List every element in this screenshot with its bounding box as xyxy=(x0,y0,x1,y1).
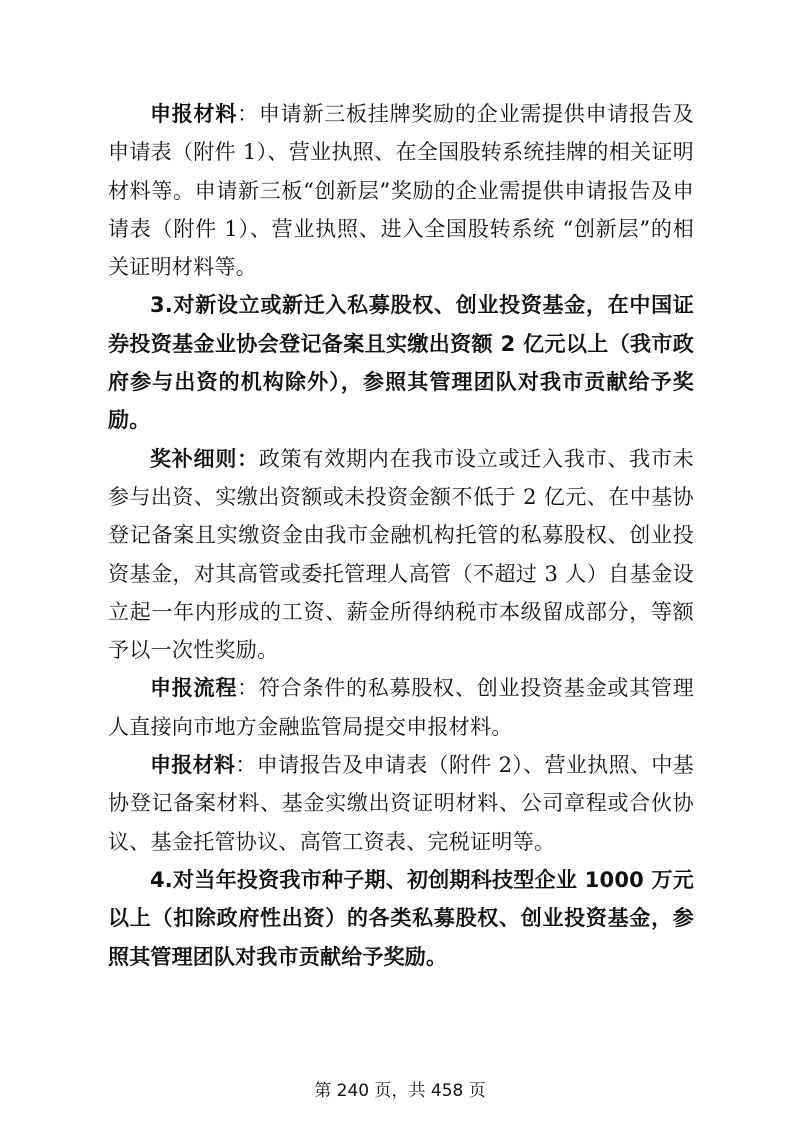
paragraph-label: 申报材料 xyxy=(150,753,236,778)
paragraph-text: ：符合条件的私募股权、创业投资基金或其管理人直接向市地方金融监管局提交申报材料。 xyxy=(108,676,694,739)
total-page-count: 458 xyxy=(430,1081,464,1101)
section-heading-3: 3.对新设立或新迁入私募股权、创业投资基金，在中国证券投资基金业协会登记备案且实缴出资额 2 亿元以上（我市政府参与出资的机构除外），参照其管理团队对我市贡献给予奖励。 xyxy=(108,293,694,433)
section-heading-4: 4.对当年投资我市种子期、初创期科技型企业 1000 万元以上（扣除政府性出资）的各类私募股权、创业投资基金，参照其管理团队对我市贡献给予奖励。 xyxy=(108,867,694,969)
paragraph-application-materials-2 xyxy=(108,746,694,861)
paragraph-label: 申报材料 xyxy=(150,102,238,126)
paragraph-label: 奖补细则： xyxy=(150,446,259,471)
paragraph-application-materials-1 xyxy=(108,95,694,286)
footer-prefix: 第 xyxy=(314,1081,332,1101)
document-body xyxy=(108,95,694,976)
paragraph-text: ：申请新三板挂牌奖励的企业需提供申请报告及申请表（附件 1）、营业执照、在全国股转系统挂牌的相关证明材料等。申请新三板“创新层”奖励的企业需提供申请报告及申请表（附件 1）、营业执照、进入全国股转系统 “创新层”的相关证明材料等。 xyxy=(108,102,694,280)
paragraph-text: ：申请报告及申请表（附件 2）、营业执照、中基协登记备案材料、基金实缴出资证明材料、公司章程或合伙协议、基金托管协议、高管工资表、完税证明等。 xyxy=(108,753,695,854)
paragraph-label: 申报流程 xyxy=(150,676,238,701)
current-page-number: 240 xyxy=(336,1081,370,1101)
page-footer xyxy=(0,1076,800,1101)
footer-suffix: 页 xyxy=(468,1081,486,1101)
paragraph-application-process xyxy=(108,669,694,746)
paragraph-text: 政策有效期内在我市设立或迁入我市、我市未参与出资、实缴出资额或未投资金额不低于 2 亿元、在中基协登记备案且实缴资金由我市金融机构托管的私募股权、创业投资基金，对其高管或委托管理人高管（不超过 3 人）自基金设立起一年内形成的工资、薪金所得纳税市本级留成部分，等额予以一次性奖励。 xyxy=(108,446,695,663)
footer-mid: 页，共 xyxy=(374,1081,426,1101)
paragraph-subsidy-rules xyxy=(108,440,694,670)
